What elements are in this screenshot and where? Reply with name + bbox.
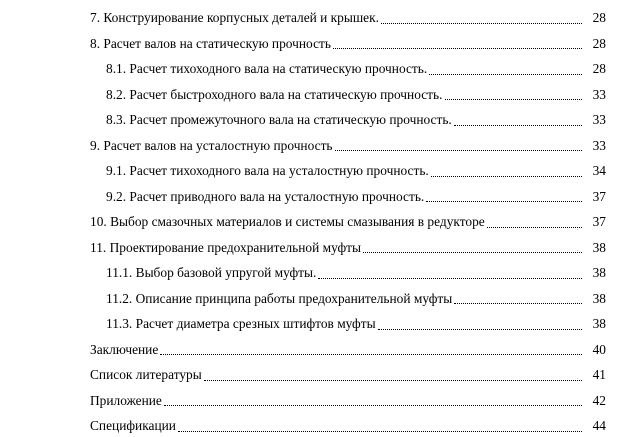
toc-entry	[0, 3, 642, 29]
toc-entry-page: 44	[592, 418, 606, 434]
dot-leader	[335, 150, 582, 151]
dot-leader	[429, 74, 582, 75]
toc-entry-title: 9. Расчет валов на усталостную прочность	[90, 137, 333, 153]
toc-entry	[0, 258, 642, 284]
dot-leader	[454, 125, 582, 126]
dot-leader	[318, 278, 582, 279]
toc-entry-title: Приложение	[90, 392, 162, 408]
dot-leader	[333, 48, 582, 49]
toc-entry-page: 41	[592, 367, 606, 383]
toc-entry-title: 11. Проектирование предохранительной муфты	[90, 239, 361, 255]
toc-entry	[0, 335, 642, 361]
toc-entry-page: 40	[592, 341, 606, 357]
toc-entry-title: Список литературы	[90, 367, 202, 383]
toc-entry	[0, 207, 642, 233]
toc-entry-page: 28	[592, 10, 606, 26]
toc-entry-page: 37	[592, 214, 606, 230]
dot-leader	[204, 380, 582, 381]
toc-entry	[0, 80, 642, 106]
toc-entry-title: 8. Расчет валов на статическую прочность	[90, 35, 331, 51]
toc-entry-page: 28	[592, 61, 606, 77]
toc-entry-title: Спецификации	[90, 418, 176, 434]
toc-entry-title: 11.3. Расчет диаметра срезных штифтов муфты	[106, 316, 376, 332]
toc-entry	[0, 182, 642, 208]
toc-entry-title: 8.3. Расчет промежуточного вала на статическую прочность.	[106, 112, 452, 128]
toc-entry-page: 37	[592, 188, 606, 204]
dot-leader	[378, 329, 582, 330]
dot-leader	[487, 227, 582, 228]
table-of-contents	[0, 3, 642, 437]
toc-entry-title: Заключение	[90, 341, 159, 357]
toc-entry-page: 38	[592, 316, 606, 332]
toc-entry-page: 28	[592, 35, 606, 51]
dot-leader	[431, 176, 582, 177]
toc-entry-page: 38	[592, 265, 606, 281]
toc-entry-page: 33	[592, 137, 606, 153]
toc-entry-page: 38	[592, 290, 606, 306]
toc-entry	[0, 284, 642, 310]
toc-entry	[0, 309, 642, 335]
dot-leader	[454, 303, 582, 304]
dot-leader	[445, 99, 583, 100]
dot-leader	[426, 201, 582, 202]
toc-entry	[0, 131, 642, 157]
toc-entry-title: 8.2. Расчет быстроходного вала на статическую прочность.	[106, 86, 443, 102]
toc-entry-title: 10. Выбор смазочных материалов и системы смазывания в редукторе	[90, 214, 485, 230]
toc-entry-page: 34	[592, 163, 606, 179]
toc-entry-page: 42	[592, 392, 606, 408]
toc-entry-title: 7. Конструирование корпусных деталей и крышек.	[90, 10, 379, 26]
dot-leader	[178, 431, 582, 432]
toc-entry	[0, 29, 642, 55]
toc-entry-title: 9.2. Расчет приводного вала на усталостную прочность.	[106, 188, 425, 204]
dot-leader	[160, 354, 582, 355]
toc-entry	[0, 233, 642, 259]
toc-entry	[0, 54, 642, 80]
toc-entry	[0, 411, 642, 437]
toc-entry	[0, 360, 642, 386]
toc-entry-page: 38	[592, 239, 606, 255]
toc-entry	[0, 105, 642, 131]
toc-entry	[0, 156, 642, 182]
dot-leader	[363, 252, 582, 253]
toc-entry-title: 8.1. Расчет тихоходного вала на статическую прочность.	[106, 61, 428, 77]
dot-leader	[164, 405, 582, 406]
toc-entry-page: 33	[592, 112, 606, 128]
toc-entry-title: 11.2. Описание принципа работы предохранительной муфты	[106, 290, 453, 306]
dot-leader	[381, 23, 582, 24]
toc-entry-title: 11.1. Выбор базовой упругой муфты.	[106, 265, 317, 281]
toc-entry	[0, 386, 642, 412]
toc-entry-title: 9.1. Расчет тихоходного вала на усталостную прочность.	[106, 163, 429, 179]
toc-entry-page: 33	[592, 86, 606, 102]
